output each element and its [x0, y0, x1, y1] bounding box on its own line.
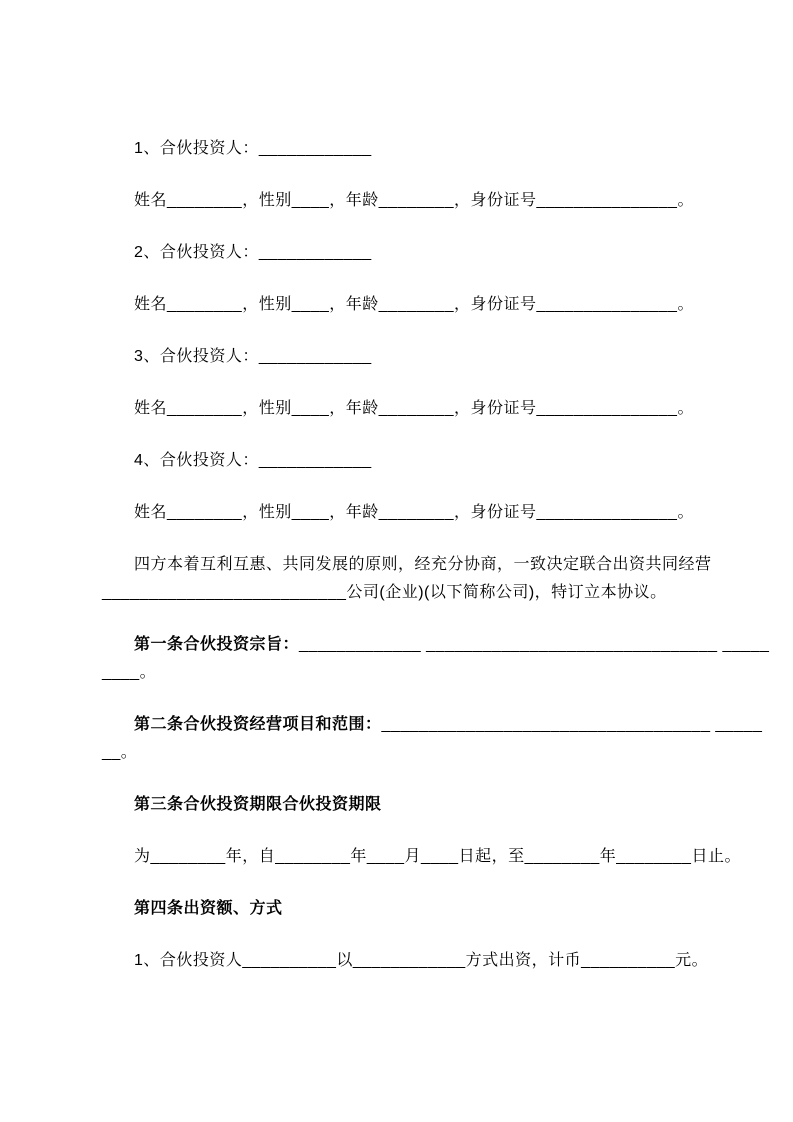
partner-3-info: 姓名________，性别____，年龄________，身份证号_______________。	[134, 400, 694, 417]
article-4-item-1: 1、合伙投资人__________以____________方式出资，计币__________元。	[134, 952, 709, 969]
article-1-paragraph	[102, 631, 770, 687]
article-3-heading-para	[102, 791, 709, 819]
partner-1-info-para	[102, 187, 709, 215]
article-4-heading: 第四条出资额、方式	[134, 900, 283, 917]
partner-1-info: 姓名________，性别____，年龄________，身份证号_______________。	[134, 192, 694, 209]
article-2-paragraph	[102, 711, 763, 767]
partner-2-title: 2、合伙投资人：____________	[134, 244, 372, 261]
article-1-heading: 第一条合伙投资宗旨：	[134, 636, 300, 653]
article-2-blank: ___________________________________ _____	[381, 716, 763, 733]
article-4-item-para	[102, 947, 709, 975]
intro-line-2: __________________________公司(企业)(以下简称公司)，特订立本协议。	[102, 584, 667, 601]
article-1-title-line	[102, 631, 770, 659]
partner-3-info-para	[102, 395, 709, 423]
article-2-line-2: __。	[102, 744, 138, 761]
intro-line-1: 四方本着互利互惠、共同发展的原则，经充分协商，一致决定联合出资共同经营	[134, 556, 712, 573]
partner-2-title-para	[102, 239, 709, 267]
article-3-body-para	[102, 843, 741, 871]
article-3-heading: 第三条合伙投资期限合伙投资期限	[134, 796, 382, 813]
article-2-title-line	[102, 711, 763, 739]
partner-2-info: 姓名________，性别____，年龄________，身份证号_______________。	[134, 296, 694, 313]
partner-4-info: 姓名________，性别____，年龄________，身份证号_______________。	[134, 504, 694, 521]
partner-2-info-para	[102, 291, 709, 319]
partner-1-title: 1、合伙投资人：____________	[134, 140, 372, 157]
partner-4-info-para	[102, 499, 709, 527]
article-4-heading-para	[102, 895, 709, 923]
partner-4-title-para	[102, 447, 709, 475]
article-1-blank: _____________ _______________________________ _____	[299, 636, 770, 653]
article-2-heading: 第二条合伙投资经营项目和范围：	[134, 716, 382, 733]
partner-1-title-para	[102, 135, 709, 163]
partner-3-title-para	[102, 343, 709, 371]
partner-4-title: 4、合伙投资人：____________	[134, 452, 372, 469]
article-1-line-2: ____。	[102, 664, 157, 681]
intro-paragraph	[102, 551, 712, 607]
article-3-body: 为________年，自________年____月____日起，至________年________日止。	[134, 848, 741, 865]
partner-3-title: 3、合伙投资人：____________	[134, 348, 372, 365]
